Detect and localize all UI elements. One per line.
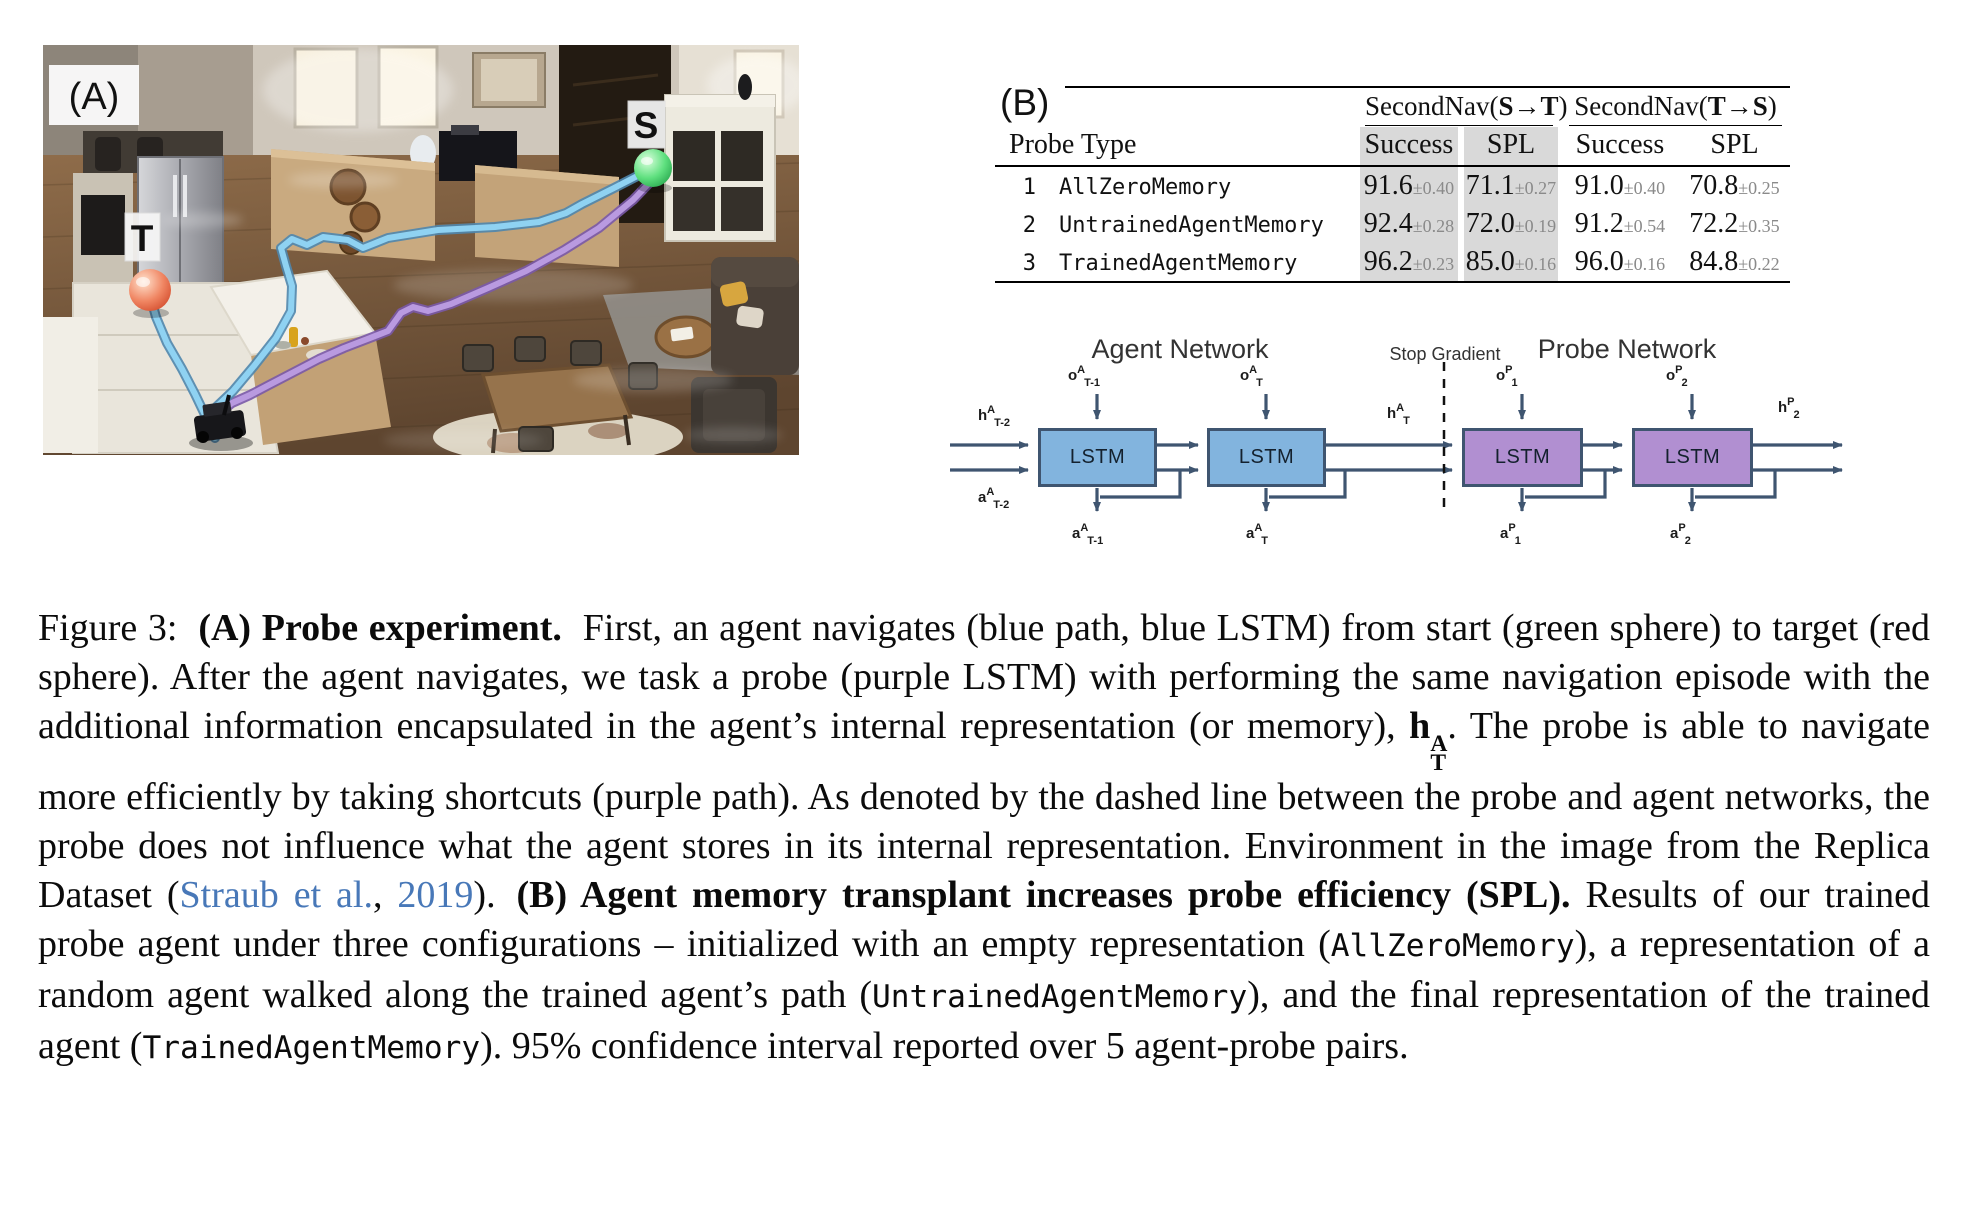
wall-oven bbox=[81, 195, 125, 255]
sphere-highlight bbox=[641, 157, 653, 165]
agent-network-title: Agent Network bbox=[1091, 334, 1269, 364]
agent-lstm-1: LSTM bbox=[1038, 428, 1157, 487]
a-p-2-label: $a^P_2$ bbox=[1670, 522, 1691, 547]
a-a-t-label: $a^A_T$ bbox=[1246, 522, 1269, 547]
h-p-2-label: $h^P_2$ bbox=[1778, 396, 1800, 421]
panel-a-label: (A) bbox=[68, 76, 120, 118]
start-sphere bbox=[634, 149, 672, 187]
table-row: 1 AllZeroMemory 91.6±0.40 71.1±0.27 91.0±0.40 70.8±0.25 bbox=[995, 167, 1790, 205]
spl-header-2: SPL bbox=[1710, 129, 1759, 160]
sofa bbox=[711, 257, 799, 375]
probe-network-title: Probe Network bbox=[1537, 334, 1717, 364]
allzeromemory-code: AllZeroMemory bbox=[1330, 927, 1575, 964]
table-row: 2 UntrainedAgentMemory 92.4±0.28 72.0±0.19 91.2±0.54 72.2±0.35 bbox=[995, 205, 1790, 243]
probe-lstm-1: LSTM bbox=[1462, 428, 1583, 487]
untrainedagentmemory-code: UntrainedAgentMemory bbox=[872, 978, 1248, 1015]
figure-number: Figure 3: bbox=[38, 607, 178, 649]
a-p-1-label: $a^P_1$ bbox=[1500, 522, 1521, 547]
white-hutch bbox=[665, 74, 775, 241]
network-diagram bbox=[940, 320, 1900, 575]
caption-bold-b: (B) Agent memory transplant increases probe efficiency (SPL). bbox=[516, 873, 1571, 916]
corner-cabinet bbox=[43, 317, 98, 453]
jar bbox=[301, 337, 309, 345]
stop-gradient-label: Stop Gradient bbox=[1389, 344, 1501, 364]
h-a-t2-label: $h^A_{T-2}$ bbox=[978, 404, 1011, 429]
table-group-header-row bbox=[995, 88, 1790, 126]
desk-item bbox=[451, 125, 479, 135]
caption-bold-a: (A) Probe experiment. bbox=[198, 607, 562, 649]
h-a-t-label: $h^A_T$ bbox=[1387, 402, 1410, 427]
spl-header-1: SPL bbox=[1461, 127, 1561, 165]
group-header-s-to-t: SecondNav(S→T) bbox=[1357, 88, 1561, 126]
target-sphere bbox=[129, 269, 171, 311]
success-header-2: Success bbox=[1575, 129, 1665, 160]
target-label: T bbox=[130, 218, 154, 259]
start-label: S bbox=[633, 105, 659, 146]
window-glow bbox=[263, 48, 453, 132]
white-pillow bbox=[736, 305, 765, 328]
table-column-header-row bbox=[995, 127, 1790, 165]
table-row: 3 TrainedAgentMemory 96.2±0.23 85.0±0.16 96.0±0.16 84.8±0.22 bbox=[995, 243, 1790, 281]
probe-type-header: Probe Type bbox=[1009, 129, 1137, 160]
table-bottom-rule bbox=[995, 281, 1790, 283]
picture-inner bbox=[481, 59, 537, 101]
citation-link-straub[interactable]: Straub et al. bbox=[179, 873, 373, 916]
replica-scene bbox=[43, 45, 799, 455]
h-a-t-math: h A T bbox=[1409, 705, 1448, 776]
group-header-t-to-s: SecondNav(T→S) bbox=[1561, 88, 1790, 126]
agent-lstm-2: LSTM bbox=[1207, 428, 1326, 487]
sphere-highlight bbox=[136, 277, 150, 287]
o-a-t1-label: $o^A_{T-1}$ bbox=[1068, 364, 1101, 389]
bar-chair bbox=[95, 137, 121, 171]
citation-link-year[interactable]: 2019 bbox=[397, 873, 474, 916]
o-p-1-label: $o^P_1$ bbox=[1496, 364, 1518, 389]
probe-lstm-2: LSTM bbox=[1632, 428, 1753, 487]
cowhide-patch bbox=[588, 423, 628, 439]
o-p-2-label: $o^P_2$ bbox=[1666, 364, 1688, 389]
results-table bbox=[995, 86, 1790, 283]
vase bbox=[738, 74, 752, 100]
panel-b-label: (B) bbox=[1000, 82, 1050, 123]
a-a-t2-label: $a^A_{T-2}$ bbox=[978, 486, 1010, 511]
success-header-1: Success bbox=[1357, 127, 1461, 165]
panel-a-photo bbox=[43, 45, 799, 455]
trainedagentmemory-code: TrainedAgentMemory bbox=[142, 1029, 481, 1066]
o-a-t-label: $o^A_T$ bbox=[1240, 364, 1263, 389]
figure-caption: Figure 3: (A) Probe experiment. First, an agent navigates (blue path, blue LSTM) from start (green sphere) to target (red sphere). After the agent navigates, we task a probe (purple LSTM) with performing the same navigation episode with the additional information encapsulated in the agent’s internal representation (or memory), h A T . The probe is able to navigate more efficiently by taking shortcuts (purple path). As denoted by the dashed line between the probe and agent networks, the probe does not influence what the agent stores in its internal representation. Environment in the image from the Replica Dataset (Straub et al., 2019). (B) Agent memory transplant increases probe efficiency (SPL). Results of our trained probe agent under three configurations – initialized with an empty representation (AllZeroMemory), a representation of a random agent walked along the trained agent’s path (UntrainedAgentMemory), and the final representation of the trained agent (TrainedAgentMemory). 95% confidence interval reported over 5 agent-probe pairs. bbox=[38, 607, 1930, 1067]
a-a-t1-label: $a^A_{T-1}$ bbox=[1072, 522, 1104, 547]
